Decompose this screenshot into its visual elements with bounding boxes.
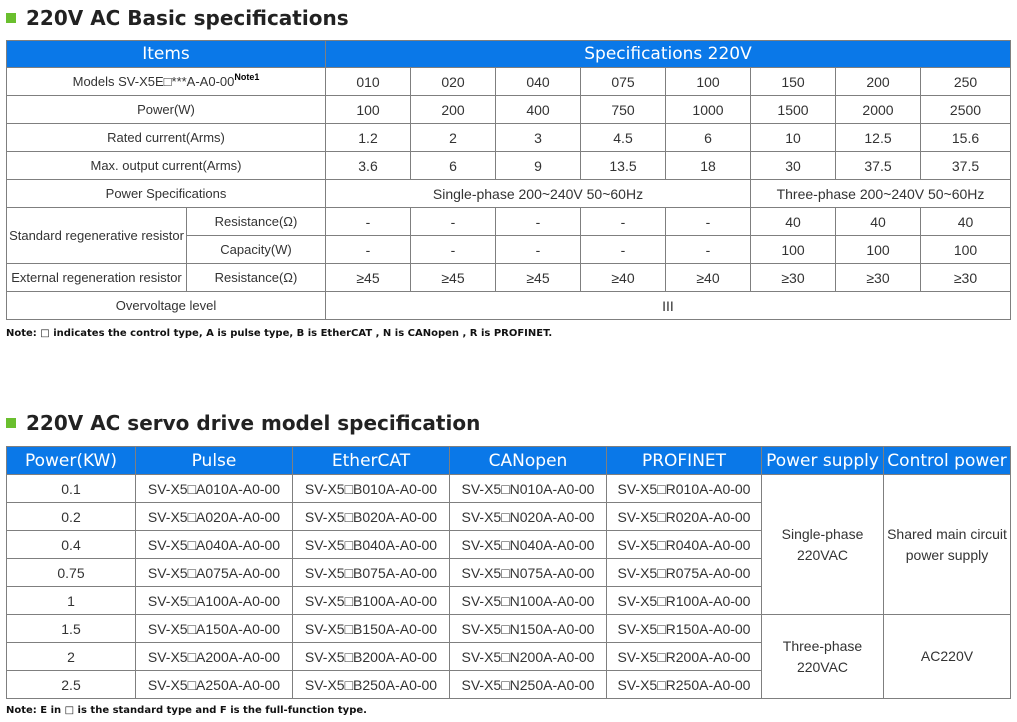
cell: 37.5 [921, 152, 1011, 180]
cell: 10 [751, 124, 836, 152]
cell: 18 [666, 152, 751, 180]
model-spec-table [6, 446, 1011, 699]
cell-pulse: SV-X5□A250A-A0-00 [136, 671, 293, 699]
cell: ≥30 [751, 264, 836, 292]
section-title-model-spec [6, 409, 480, 437]
cell-power: 0.2 [7, 503, 136, 531]
cell-ethercat: SV-X5□B250A-A0-00 [293, 671, 450, 699]
cell-pulse: SV-X5□A040A-A0-00 [136, 531, 293, 559]
section-title-basic-specs [6, 4, 349, 32]
header-items: Items [7, 41, 326, 68]
header-pulse: Pulse [136, 447, 293, 475]
cell-profinet: SV-X5□R020A-A0-00 [607, 503, 762, 531]
cell: 100 [666, 68, 751, 96]
cell: 100 [751, 236, 836, 264]
cell: 30 [751, 152, 836, 180]
cell-canopen: SV-X5□N100A-A0-00 [450, 587, 607, 615]
cell: 750 [581, 96, 666, 124]
table-header-row [7, 41, 1011, 68]
cell-supply-single-phase: Single-phase 220VAC [762, 475, 884, 615]
cell-ethercat: SV-X5□B200A-A0-00 [293, 643, 450, 671]
cell-pulse: SV-X5□A200A-A0-00 [136, 643, 293, 671]
section-title-text: 220V AC servo drive model specification [26, 411, 481, 435]
cell: 040 [496, 68, 581, 96]
cell: 2500 [921, 96, 1011, 124]
cell-supply-three-phase: Three-phase 220VAC [762, 615, 884, 699]
row-std-resistance [7, 208, 1011, 236]
green-square-icon [6, 418, 16, 428]
cell: ≥30 [921, 264, 1011, 292]
cell-profinet: SV-X5□R250A-A0-00 [607, 671, 762, 699]
cell-ethercat: SV-X5□B040A-A0-00 [293, 531, 450, 559]
cell-power: 1 [7, 587, 136, 615]
cell: 2000 [836, 96, 921, 124]
cell: 3.6 [326, 152, 411, 180]
table-row [7, 615, 1011, 643]
cell: 1500 [751, 96, 836, 124]
cell: 200 [411, 96, 496, 124]
cell: 250 [921, 68, 1011, 96]
row-power-specs [7, 180, 1011, 208]
cell-power: 2.5 [7, 671, 136, 699]
row-label-overvoltage: Overvoltage level [7, 292, 326, 320]
cell: 020 [411, 68, 496, 96]
cell: 4.5 [581, 124, 666, 152]
basic-specs-table [6, 40, 1011, 320]
cell-canopen: SV-X5□N250A-A0-00 [450, 671, 607, 699]
cell: - [411, 236, 496, 264]
cell: 3 [496, 124, 581, 152]
cell-power: 0.1 [7, 475, 136, 503]
cell: - [581, 236, 666, 264]
note-control-type: Note: □ indicates the control type, A is pulse type, B is EtherCAT , N is CANopen , R is PROFINET. [6, 328, 553, 339]
cell-single-phase: Single-phase 200~240V 50~60Hz [326, 180, 751, 208]
cell: - [496, 236, 581, 264]
green-square-icon [6, 13, 16, 23]
cell-power: 0.75 [7, 559, 136, 587]
header-specs: Specifications 220V [326, 41, 1011, 68]
cell-pulse: SV-X5□A075A-A0-00 [136, 559, 293, 587]
row-label-rated-current: Rated current(Arms) [7, 124, 326, 152]
cell: 12.5 [836, 124, 921, 152]
cell: 1000 [666, 96, 751, 124]
cell: ≥30 [836, 264, 921, 292]
cell-profinet: SV-X5□R100A-A0-00 [607, 587, 762, 615]
header-control-power: Control power [884, 447, 1011, 475]
cell: 010 [326, 68, 411, 96]
cell-canopen: SV-X5□N075A-A0-00 [450, 559, 607, 587]
cell: 6 [666, 124, 751, 152]
cell-overvoltage-value: III [326, 292, 1011, 320]
cell: 40 [836, 208, 921, 236]
cell-profinet: SV-X5□R075A-A0-00 [607, 559, 762, 587]
row-sublabel-resistance: Resistance(Ω) [187, 208, 326, 236]
cell-power: 2 [7, 643, 136, 671]
row-sublabel-capacity: Capacity(W) [187, 236, 326, 264]
row-power [7, 96, 1011, 124]
row-label-max-current: Max. output current(Arms) [7, 152, 326, 180]
table-row [7, 475, 1011, 503]
cell: 100 [326, 96, 411, 124]
header-power-kw: Power(KW) [7, 447, 136, 475]
cell-canopen: SV-X5□N150A-A0-00 [450, 615, 607, 643]
row-models [7, 68, 1011, 96]
cell: 200 [836, 68, 921, 96]
cell-three-phase: Three-phase 200~240V 50~60Hz [751, 180, 1011, 208]
cell-profinet: SV-X5□R010A-A0-00 [607, 475, 762, 503]
cell-power: 1.5 [7, 615, 136, 643]
cell-ethercat: SV-X5□B075A-A0-00 [293, 559, 450, 587]
cell: 13.5 [581, 152, 666, 180]
cell: - [581, 208, 666, 236]
cell: 9 [496, 152, 581, 180]
models-label-text: Models SV-X5E□***A-A0-00 [72, 74, 235, 89]
models-note-mark: Note1 [234, 72, 260, 82]
row-ext-resistance [7, 264, 1011, 292]
cell-profinet: SV-X5□R200A-A0-00 [607, 643, 762, 671]
cell: 1.2 [326, 124, 411, 152]
note-model-type: Note: E in □ is the standard type and F is the full-function type. [6, 705, 367, 716]
cell-ethercat: SV-X5□B100A-A0-00 [293, 587, 450, 615]
header-ethercat: EtherCAT [293, 447, 450, 475]
table-header-row [7, 447, 1011, 475]
row-sublabel-resistance: Resistance(Ω) [187, 264, 326, 292]
cell-control-shared: Shared main circuit power supply [884, 475, 1011, 615]
cell: - [411, 208, 496, 236]
cell-canopen: SV-X5□N020A-A0-00 [450, 503, 607, 531]
cell: 400 [496, 96, 581, 124]
cell-ethercat: SV-X5□B150A-A0-00 [293, 615, 450, 643]
cell-pulse: SV-X5□A010A-A0-00 [136, 475, 293, 503]
cell-ethercat: SV-X5□B010A-A0-00 [293, 475, 450, 503]
cell-pulse: SV-X5□A150A-A0-00 [136, 615, 293, 643]
cell-control-ac220v: AC220V [884, 615, 1011, 699]
cell: 100 [836, 236, 921, 264]
cell-profinet: SV-X5□R150A-A0-00 [607, 615, 762, 643]
row-rated-current [7, 124, 1011, 152]
cell: 2 [411, 124, 496, 152]
row-label-external-regeneration-resistor: External regeneration resistor [7, 264, 187, 292]
cell: 40 [921, 208, 1011, 236]
cell: ≥40 [581, 264, 666, 292]
cell: 100 [921, 236, 1011, 264]
cell: - [666, 208, 751, 236]
cell: 075 [581, 68, 666, 96]
cell-power: 0.4 [7, 531, 136, 559]
cell: - [326, 236, 411, 264]
row-max-current [7, 152, 1011, 180]
cell: 6 [411, 152, 496, 180]
cell-pulse: SV-X5□A020A-A0-00 [136, 503, 293, 531]
cell-ethercat: SV-X5□B020A-A0-00 [293, 503, 450, 531]
header-canopen: CANopen [450, 447, 607, 475]
cell: ≥40 [666, 264, 751, 292]
cell: 15.6 [921, 124, 1011, 152]
row-overvoltage [7, 292, 1011, 320]
cell-canopen: SV-X5□N010A-A0-00 [450, 475, 607, 503]
cell: ≥45 [411, 264, 496, 292]
cell: - [326, 208, 411, 236]
row-label-standard-regenerative-resistor: Standard regenerative resistor [7, 208, 187, 264]
header-power-supply: Power supply [762, 447, 884, 475]
row-label-power: Power(W) [7, 96, 326, 124]
cell-canopen: SV-X5□N200A-A0-00 [450, 643, 607, 671]
cell: - [496, 208, 581, 236]
cell-profinet: SV-X5□R040A-A0-00 [607, 531, 762, 559]
cell: - [666, 236, 751, 264]
header-profinet: PROFINET [607, 447, 762, 475]
row-label-models [7, 68, 326, 96]
cell-pulse: SV-X5□A100A-A0-00 [136, 587, 293, 615]
cell: ≥45 [496, 264, 581, 292]
section-title-text: 220V AC Basic specifications [26, 6, 349, 30]
cell: ≥45 [326, 264, 411, 292]
cell-canopen: SV-X5□N040A-A0-00 [450, 531, 607, 559]
cell: 37.5 [836, 152, 921, 180]
cell: 40 [751, 208, 836, 236]
cell: 150 [751, 68, 836, 96]
row-label-power-specs: Power Specifications [7, 180, 326, 208]
